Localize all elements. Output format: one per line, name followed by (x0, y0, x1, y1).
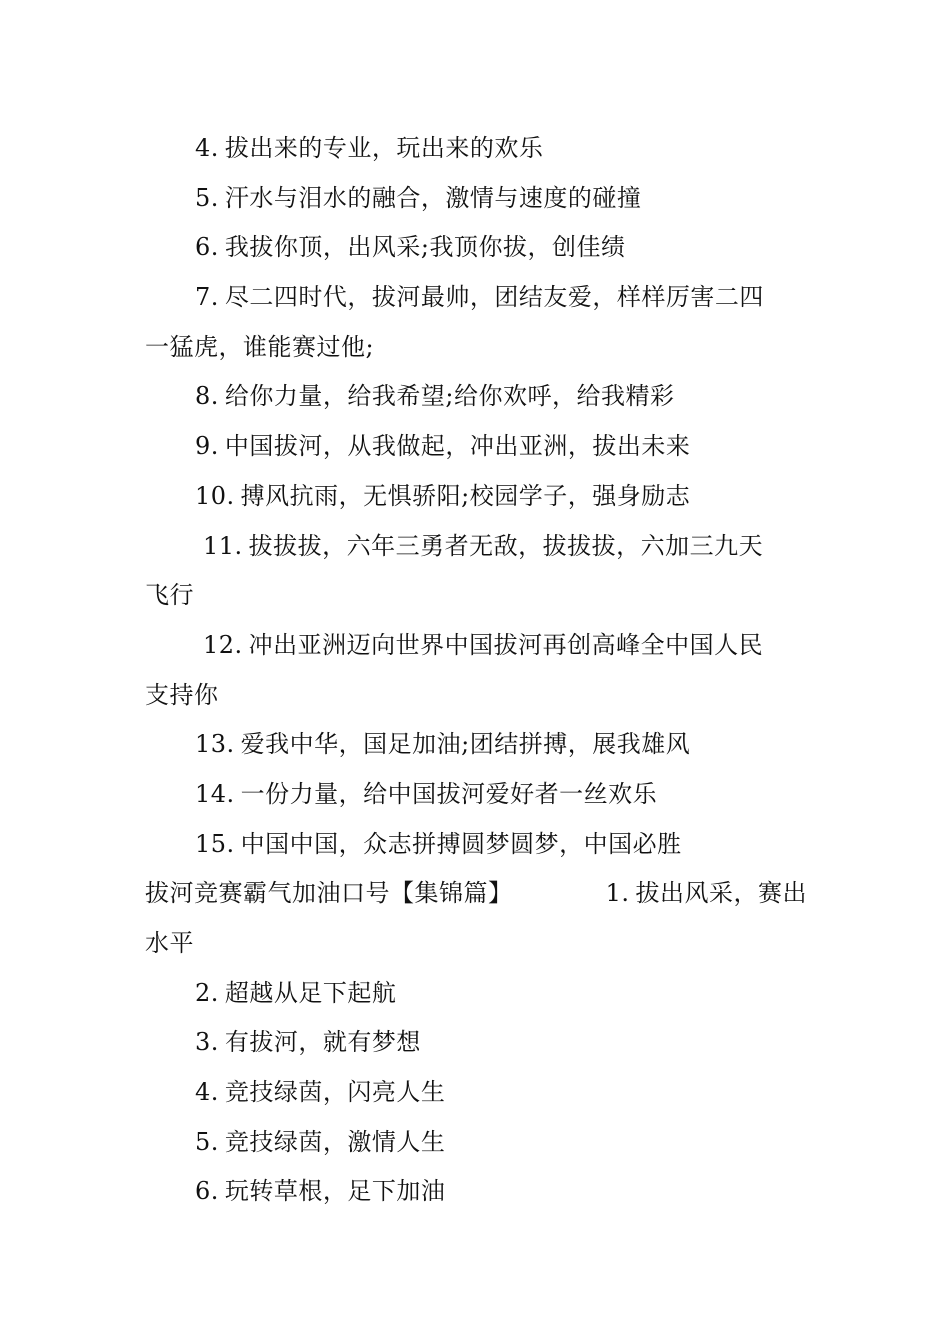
item-number: 15. (195, 829, 235, 858)
list-item (145, 720, 807, 770)
section-title: 拔河竞赛霸气加油口号【集锦篇】 (145, 879, 513, 908)
item-text: 玩转草根，足下加油 (224, 1177, 446, 1206)
item-text: 我拔你顶，出风采;我顶你拔，创佳绩 (224, 233, 626, 262)
item-number: 5. (195, 1127, 219, 1156)
list-item (145, 820, 807, 870)
item-number: 14. (195, 779, 235, 808)
item-number: 13. (195, 730, 235, 759)
item-number: 11. (203, 531, 243, 560)
item-text: 拔拔拔，六年三勇者无敌，拔拔拔，六加三九天 (248, 531, 764, 560)
item-number: 1. (605, 879, 630, 908)
item-text: 拔出来的专业，玩出来的欢乐 (224, 134, 544, 162)
item-number: 6. (195, 1177, 219, 1206)
item-number: 3. (195, 1028, 219, 1057)
list-item (145, 372, 807, 422)
item-text: 搏风抗雨，无惧骄阳;校园学子，强身励志 (240, 481, 691, 510)
list-item (145, 1167, 807, 1217)
item-text: 汗水与泪水的融合，激情与速度的碰撞 (224, 183, 642, 212)
item-text: 一份力量，给中国拔河爱好者一丝欢乐 (240, 779, 658, 808)
list-item (145, 124, 807, 174)
item-text: 爱我中华，国足加油;团结拼搏，展我雄风 (240, 730, 691, 759)
item-text: 给你力量，给我希望;给你欢呼，给我精彩 (224, 382, 675, 411)
list-item-continuation: 水平 (145, 929, 194, 957)
section-heading (145, 869, 807, 919)
list-item (606, 869, 807, 919)
list-item (145, 621, 807, 671)
item-number: 4. (195, 134, 219, 162)
item-text: 中国拔河，从我做起，冲出亚洲，拔出未来 (224, 432, 691, 461)
item-number: 4. (195, 1078, 219, 1107)
item-text: 中国中国，众志拼搏圆梦圆梦，中国必胜 (240, 829, 682, 858)
list-item (145, 422, 807, 472)
item-text: 竞技绿茵，闪亮人生 (224, 1078, 446, 1107)
item-number: 10. (195, 481, 235, 510)
item-text: 尽二四时代，拔河最帅，团结友爱，样样厉害二四 (224, 283, 764, 312)
list-item (145, 273, 807, 323)
item-text: 冲出亚洲迈向世界中国拔河再创高峰全中国人民 (248, 630, 764, 659)
list-item (145, 522, 807, 572)
list-item (145, 174, 807, 224)
item-number: 9. (195, 432, 219, 461)
list-item (145, 1118, 807, 1168)
item-number: 7. (195, 283, 219, 312)
list-item (145, 1068, 807, 1118)
item-number: 12. (203, 630, 243, 659)
list-item-continuation: 一猛虎，谁能赛过他; (145, 332, 375, 361)
list-item (145, 472, 807, 522)
list-item-continuation: 支持你 (145, 680, 219, 709)
item-number: 5. (195, 183, 219, 212)
item-number: 8. (195, 382, 219, 411)
list-item (145, 969, 807, 1019)
item-text: 竞技绿茵，激情人生 (224, 1127, 446, 1156)
list-item (145, 223, 807, 273)
item-text: 超越从足下起航 (224, 978, 397, 1007)
item-number: 2. (195, 978, 219, 1007)
list-item (145, 1018, 807, 1068)
list-item (145, 770, 807, 820)
item-number: 6. (195, 233, 219, 262)
item-text: 有拔河，就有梦想 (224, 1028, 421, 1057)
document-body (145, 124, 807, 1217)
list-item-continuation: 飞行 (145, 581, 194, 610)
item-text: 拔出风采，赛出 (635, 879, 807, 908)
